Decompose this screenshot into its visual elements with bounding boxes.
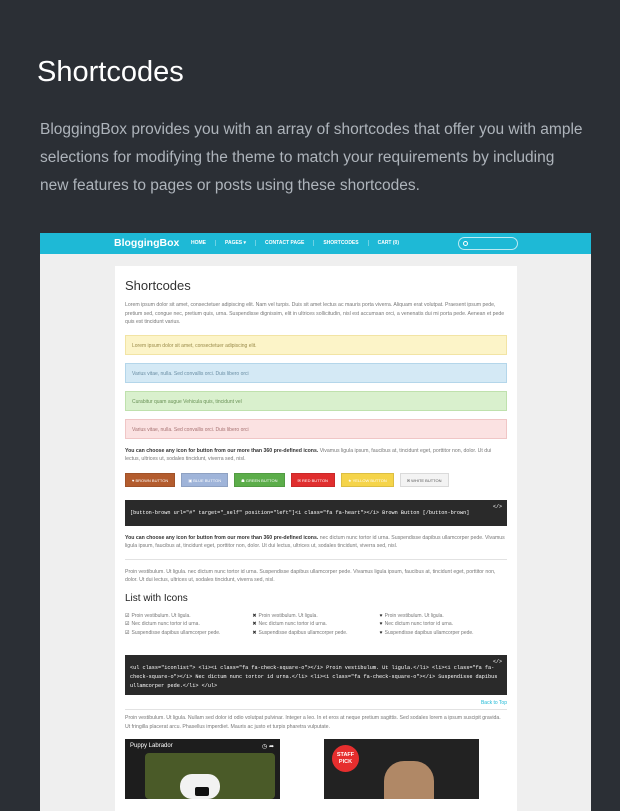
code-icon: </> <box>492 659 502 665</box>
alert-green: Curabitur quam augue Vehicula quis, tincidunt vel <box>125 391 507 411</box>
white-button[interactable]: ✉ WHITE BUTTON <box>400 473 449 487</box>
note-rest: nec dictum nunc tortor id urna. Suspendisse dapibus ullamcorper pede. Vivamus ligula ipsum, faucibus at, tincidunt eget, porttitor non, dolor. Ut dui lectus, ultrices ut, sodales tincidunt, viverra sed, nisl. <box>125 534 505 549</box>
close-icon: ✖ <box>252 629 257 636</box>
content-card <box>115 266 517 811</box>
body-paragraph: Proin vestibulum. Ut ligula. Nullam sed dolor id odio volutpat pulvinar. Integer a leo. In et eros at neque pretium sagittis. Sed sodales lorem a ipsum suscipit gravida. Ut fringilla placerat arcu. Phasellus imperdiet. Mauris ac justo et turpis pharetra vulputate. <box>125 715 501 730</box>
icon-lists <box>125 612 507 638</box>
site-header <box>40 233 591 254</box>
list-item: ♥ Proin vestibulum. Ut ligula. <box>379 612 444 619</box>
video-title: Puppy Labrador <box>130 743 173 749</box>
close-icon: ✖ <box>252 612 257 619</box>
search-input[interactable] <box>458 237 518 250</box>
list-item: ♥ Suspendisse dapibus ullamcorper pede. <box>379 629 474 636</box>
blue-button[interactable]: ▣ BLUE BUTTON <box>181 473 228 487</box>
nav-item-home[interactable]: HOME <box>191 240 206 246</box>
theme-screenshot <box>40 233 591 811</box>
note-bold: You can choose any icon for button from our more than 360 pre-defined icons. <box>125 534 319 541</box>
share-icon[interactable]: ➦ <box>268 744 274 750</box>
note-paragraph <box>125 534 507 551</box>
code-text: <ul class="iconlist"> <li><i class="fa fa-check-square-o"></i> Proin vestibulum. Ut ligula.</li> <li><i class="fa fa-check-square-o"></i> Nec dictum nunc tortor id urna.</li> <li><i class="fa fa-check-square-o"></i> Suspendisse dapibus ullamcorper pede.</li> </ul> <box>130 665 498 689</box>
list-item: ☑ Nec dictum nunc tortor id urna. <box>125 621 200 627</box>
heart-icon: ♥ <box>379 612 383 619</box>
main-nav <box>182 240 408 246</box>
icon-note-bold: You can choose any icon for button from our more than 360 pre-defined icons. <box>125 447 319 454</box>
list-item: ☑ Proin vestibulum. Ut ligula. <box>125 612 191 619</box>
close-icon: ✖ <box>252 621 257 627</box>
code-text: [button-brown url="#" target="_self" position="left"]<i class="fa fa-heart"></i> Brown Button [/button-brown] <box>130 509 470 516</box>
clock-icon[interactable]: ◷ <box>262 744 268 750</box>
staff-pick-badge: STAFF PICK <box>332 745 359 772</box>
video-embed[interactable] <box>125 739 280 799</box>
section-headline: Shortcodes <box>37 56 184 88</box>
brown-button[interactable]: ♥ BROWN BUTTON <box>125 473 175 487</box>
video-embed[interactable] <box>324 739 479 799</box>
list-item: ✖ Nec dictum nunc tortor id urna. <box>252 621 327 627</box>
heart-icon: ♥ <box>379 629 383 636</box>
alert-red: Varius vitae, nulla. Sed convallis orci. Duis libero orci <box>125 419 507 439</box>
video-row <box>125 739 507 799</box>
yellow-button[interactable]: ★ YELLOW BUTTON <box>341 473 394 487</box>
intro-paragraph: Lorem ipsum dolor sit amet, consectetuer adipiscing elit. Nam vel turpis. Duis sit amet lectus ac mauris porta viverra. Aliquam erat volutpat. Praesent ipsum pede, pretium sed, congue nec, pretium quis, urna. Suspendisse dignissim, elit in ultrices sollicitudin, nisl est accumsan orci, a venenatis dui mi porta pede. Aenean et pede quis est tincidunt varius. <box>125 302 505 325</box>
heart-icon: ♥ <box>379 621 383 627</box>
section-title: List with Icons <box>125 592 188 604</box>
section-intro: BloggingBox provides you with an array of shortcodes that offer you with ample selections for modifying the theme to match your requirements by including new features to pages or posts using these shortcodes. <box>40 121 583 194</box>
code-block-button <box>125 500 507 526</box>
button-row <box>125 473 507 487</box>
video-thumbnail <box>384 761 434 799</box>
green-button[interactable]: ☗ GREEN BUTTON <box>234 473 284 487</box>
icon-note <box>125 447 507 464</box>
back-to-top-link[interactable]: Back to Top <box>480 700 507 706</box>
nav-item-contact[interactable]: CONTACT PAGE <box>255 240 313 246</box>
list-item: ✖ Suspendisse dapibus ullamcorper pede. <box>252 629 348 636</box>
divider <box>125 709 507 710</box>
body-paragraph: Proin vestibulum. Ut ligula. nec dictum nunc tortor id urna. Suspendisse dapibus ullamcorper pede. Vivamus ligula ipsum, faucibus at, tincidunt eget, porttitor non, dolor. Ut dui lectus, ultrices ut, sodales tincidunt, viverra sed, nisl. <box>125 568 496 583</box>
site-logo[interactable]: BloggingBox <box>114 237 180 249</box>
icon-note-rest: Vivamus ligula ipsum, faucibus at, tincidunt eget, porttitor non, dolor. Ut dui lectus, ultrices ut, sodales tincidunt, viverra sed, nisl. <box>125 447 492 462</box>
check-icon: ☑ <box>125 629 130 636</box>
code-icon: </> <box>492 503 502 510</box>
cross-list <box>252 612 379 638</box>
check-list <box>125 612 252 638</box>
divider <box>125 559 507 560</box>
heart-list <box>380 612 507 638</box>
list-item: ♥ Nec dictum nunc tortor id urna. <box>379 621 453 627</box>
red-button[interactable]: ✉ RED BUTTON <box>291 473 335 487</box>
code-block-list <box>125 655 507 695</box>
play-icon[interactable] <box>195 787 209 796</box>
video-actions <box>262 743 274 750</box>
nav-item-cart[interactable]: CART (0) <box>368 240 408 246</box>
nav-item-pages[interactable]: PAGES ▾ <box>215 240 255 246</box>
search-icon <box>463 241 468 246</box>
alert-blue: Varius vitae, nulla. Sed convallis orci. Duis libero orci <box>125 363 507 383</box>
check-icon: ☑ <box>125 612 130 619</box>
list-item: ✖ Proin vestibulum. Ut ligula. <box>252 612 318 619</box>
list-item: ☑ Suspendisse dapibus ullamcorper pede. <box>125 629 221 636</box>
page-title: Shortcodes <box>125 278 191 293</box>
alert-yellow: Lorem ipsum dolor sit amet, consectetuer adipiscing elit. <box>125 335 507 355</box>
check-icon: ☑ <box>125 621 130 627</box>
nav-item-shortcodes[interactable]: SHORTCODES <box>313 240 367 246</box>
